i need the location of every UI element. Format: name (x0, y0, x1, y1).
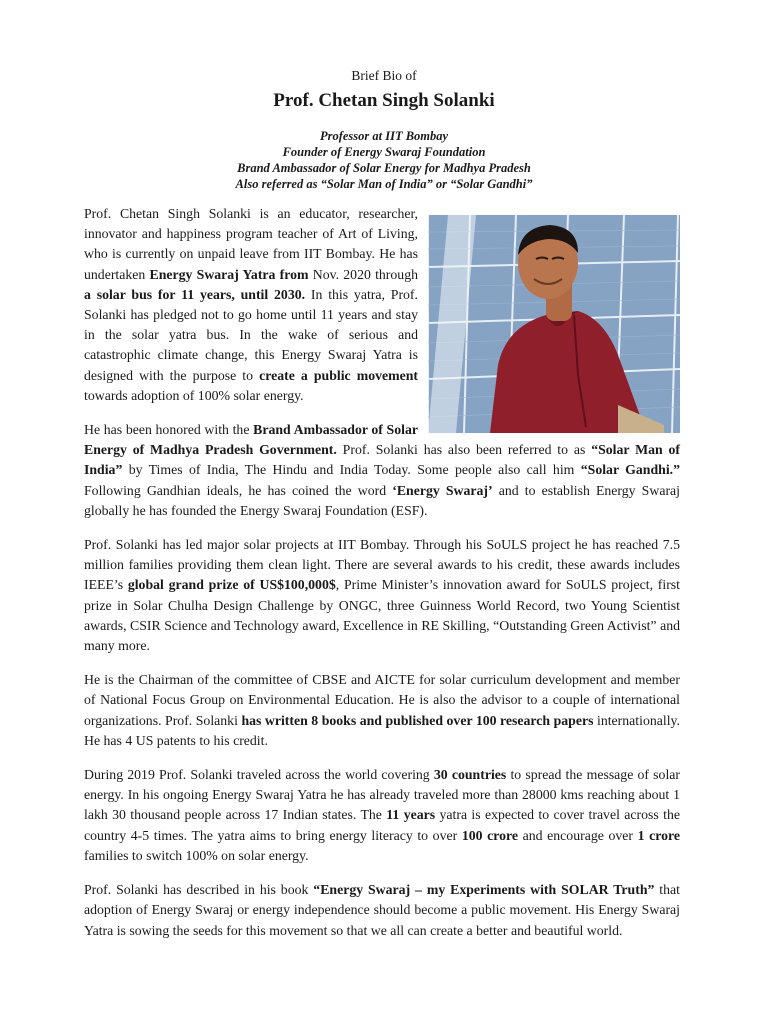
text-run: that adoption of Energy Swaraj or energy independence should become a public movement. His Energy Swaraj Yatra is sowing the seeds for this movement so that we all can create a better and beautiful world. (84, 882, 680, 938)
bio-paragraph (84, 535, 680, 656)
roles-block (0, 128, 768, 192)
brief-bio-label: Brief Bio of (351, 68, 417, 83)
bold-text-run: create a public movement (259, 367, 419, 383)
bold-text-run: ‘Energy Swaraj’ (392, 482, 493, 498)
text-run: In this yatra, Prof. Solanki has pledged not to go home until 11 years and stay in the solar yatra bus. In the wake of serious and catastrophic climate change, this Energy Swaraj Yatra is designed with the purpose to (84, 286, 418, 383)
bold-text-run: 1 crore (637, 827, 680, 843)
text-run: by Times of India, The Hindu and India Today. Some people also call him (122, 462, 581, 478)
bio-body (84, 204, 680, 955)
text-run: During 2019 Prof. Solanki traveled across the world covering (84, 767, 434, 783)
role-line: Professor at IIT Bombay (319, 129, 449, 143)
text-run: internationally. He has 4 US patents to his credit. (84, 712, 681, 748)
role-line: Founder of Energy Swaraj Foundation (282, 145, 486, 159)
bio-paragraph (84, 420, 680, 521)
bold-text-run: Brand Ambassador of Solar Energy of Madhya Pradesh Government. (84, 422, 418, 458)
bold-text-run: “Energy Swaraj – my Experiments with SOLAR Truth” (313, 882, 655, 898)
text-run: He has been honored with the (84, 422, 254, 438)
bold-text-run: “Solar Man of India” (84, 442, 680, 478)
bold-text-run: 30 countries (433, 767, 507, 783)
bold-text-run: 11 years (386, 807, 436, 823)
text-run: Following Gandhian ideals, he has coined the word (84, 482, 393, 498)
text-run: He is the Chairman of the committee of CBSE and AICTE for solar curriculum development and member of National Focus Group on Environmental Education. He is also the advisor to a couple of international organizations. Prof. Solanki (84, 672, 680, 728)
page-title: Prof. Chetan Singh Solanki (273, 90, 495, 111)
text-run: Nov. 2020 through (308, 266, 418, 282)
text-run: towards adoption of 100% solar energy. (84, 387, 304, 403)
text-run: Prof. Solanki has led major solar projects at IIT Bombay. Through his SoULS project he has reached 7.5 million families providing them clean light. There are several awards to his credit, these awards includes IEEE’s (84, 537, 680, 593)
text-run: to spread the message of solar energy. In his ongoing Energy Swaraj Yatra he has already traveled more than 28000 kms reaching about 1 lakh 30 thousand people across 17 Indian states. The (84, 767, 681, 823)
bold-text-run: global grand prize of US$100,000$ (127, 577, 336, 593)
portrait-photo (428, 215, 680, 433)
text-run: yatra is expected to cover travel across the country 4-5 times. The yatra aims to bring energy literacy to over (84, 807, 680, 843)
bio-paragraph (84, 204, 680, 406)
role-line: Brand Ambassador of Solar Energy for Madhya Pradesh (237, 161, 531, 175)
text-run: Prof. Solanki has also been referred to as (336, 442, 592, 458)
role-line: Also referred as “Solar Man of India” or “Solar Gandhi” (235, 177, 533, 191)
bold-text-run: Energy Swaraj Yatra from (149, 266, 309, 282)
bold-text-run: 100 crore (461, 827, 519, 843)
bio-paragraph (84, 670, 680, 751)
text-run: Prof. Chetan Singh Solanki is an educator, researcher, innovator and happiness program teacher of Art of Living, who is currently on unpaid leave from IIT Bombay. He has undertaken (84, 206, 418, 282)
text-run: and to establish Energy Swaraj globally he has founded the Energy Swaraj Foundation (ESF). (84, 482, 680, 518)
bold-text-run: has written 8 books and published over 100 research papers (241, 712, 594, 728)
bio-paragraph (84, 880, 680, 941)
text-run: , Prime Minister’s innovation award for SoULS project, first prize in Solar Chulha Design Challenge by ONGC, three Guinness World Record, two Young Scientist awards, CSIR Science and Technology award, Excellence in RE Skilling, “Outstanding Green Activist” and many more. (84, 577, 680, 654)
solar-panel-portrait-image (428, 215, 680, 433)
text-run: families to switch 100% on solar energy. (84, 847, 309, 863)
text-run: Prof. Solanki has described in his book (84, 882, 314, 898)
bio-paragraph (84, 765, 680, 866)
bold-text-run: a solar bus for 11 years, until 2030. (84, 286, 306, 302)
bold-text-run: “Solar Gandhi.” (580, 462, 681, 478)
text-run: and encourage over (518, 827, 638, 843)
